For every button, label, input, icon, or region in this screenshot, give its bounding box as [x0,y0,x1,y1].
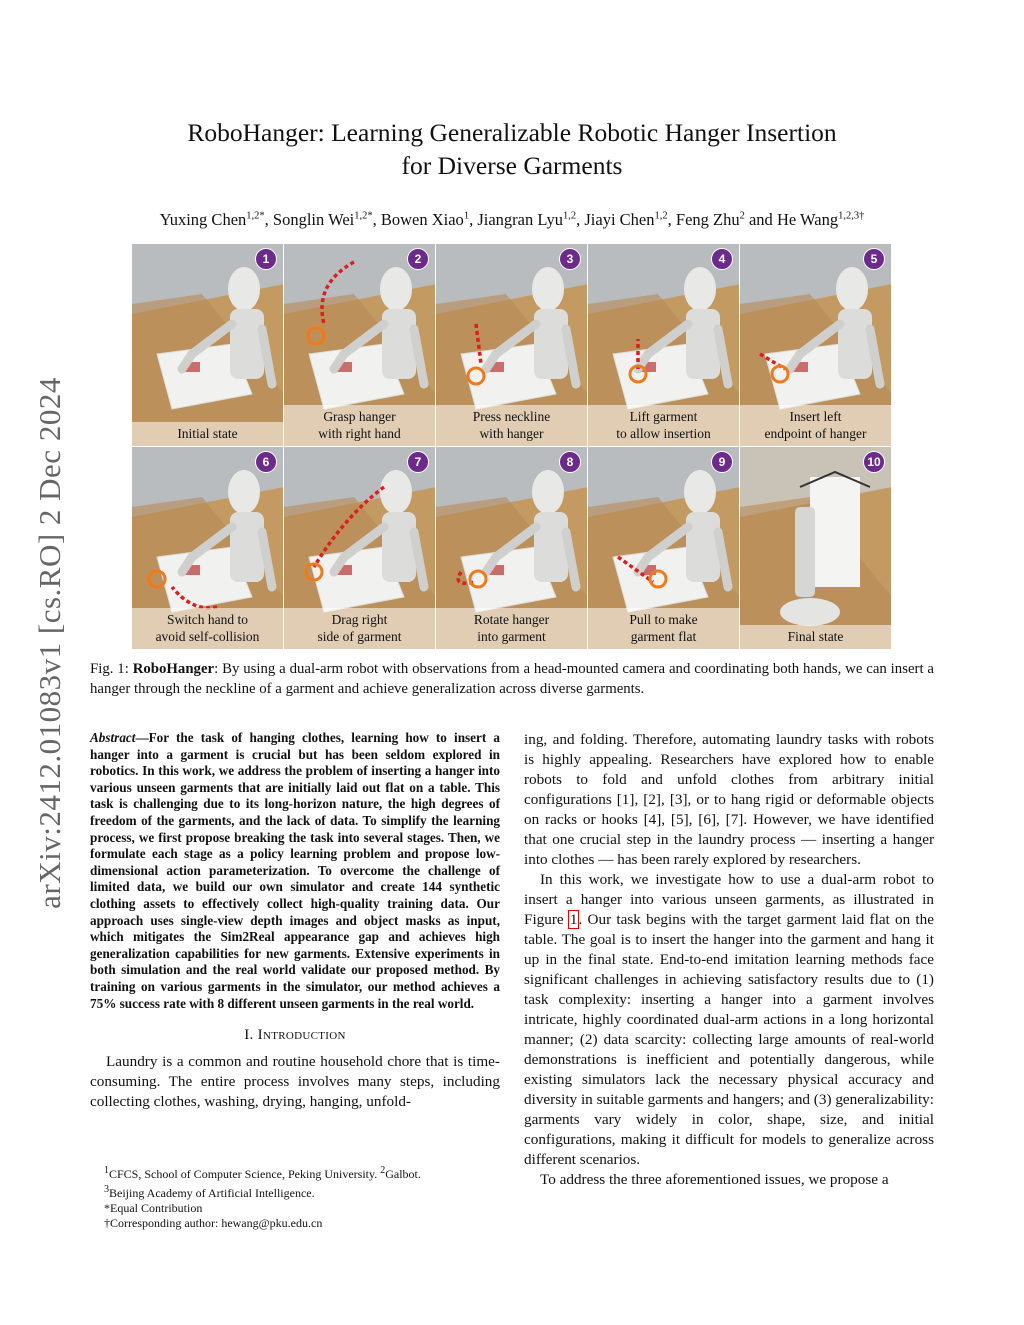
body-paragraph-2 [524,870,934,1170]
robot-scene-image [132,244,284,447]
figure-panel [436,244,588,447]
author-separator: , [372,210,381,229]
figure-panel [740,447,892,650]
step-number-badge: 3 [559,248,581,270]
footnote-sup: 3 [104,1184,109,1195]
author-name: Yuxing Chen [159,210,247,229]
figure-panel [740,244,892,447]
paragraph-text: In this work, we investigate how to use a dual-arm robot to insert a hanger into various unseen garments, as illustrated in Figure [524,871,934,928]
panel-caption-line-2: avoid self-collision [155,629,260,644]
author-affiliation: 1 [463,210,470,222]
robot-scene-image [740,447,892,650]
figure-panel [284,447,436,650]
figure-reference-link[interactable]: 1 [569,911,578,928]
arxiv-id: arXiv:2412.01083v1 [cs.RO] 2 Dec 2024 [32,376,68,909]
step-number-badge: 4 [711,248,733,270]
figure-1 [132,244,892,650]
step-number-badge: 6 [255,451,277,473]
author-separator: , [469,210,478,229]
figure-panel [284,244,436,447]
panel-caption [588,405,739,446]
panel-caption-line-1: Press neckline [472,409,551,424]
abstract-text: —For the task of hanging clothes, learning how to insert a hanger into a garment is crucial but has been seldom explored in robotics. In this work, we address the problem of inserting a hanger into various unseen garments that are initially laid out flat on a table. This task is challenging due to its long-horizon nature, the high degrees of freedom of the garments, and the lack of data. To simplify the learning process, we first propose breaking the task into several stages. Then, we formulate each stage as a policy learning problem and propose low-dimensional action parameterization. To overcome the challenge of limited data, we build our own simulator and create 144 synthetic clothing assets to effectively collect high-quality training data. Our approach uses single-view depth images and object masks as input, which mitigates the Sim2Real appearance gap and achieves high generalization capabilities for new garments. Extensive experiments in both simulation and the real world validate our proposed method. By training on various garments in the simulator, our method achieves a 75% success rate with 8 different unseen garments in the real world. [90,730,500,1011]
step-number-badge: 5 [863,248,885,270]
panel-caption-line-2: with right hand [318,426,401,441]
step-number-badge: 8 [559,451,581,473]
step-number-badge: 10 [863,451,885,473]
author-name: Jiayi Chen [584,210,655,229]
author-separator: and [744,210,777,229]
author-affiliation: 1,2 [563,210,577,222]
author-affiliation: 2 [739,210,745,222]
figure-panel [588,244,740,447]
arxiv-sidebar [20,360,80,925]
author-separator: , [576,210,585,229]
footnote-text: CFCS, School of Computer Science, Peking University. [109,1167,381,1181]
panel-caption-line-1: Grasp hanger [323,409,396,424]
author-list [60,210,964,230]
footnote-affiliation-2 [104,1182,500,1201]
panel-caption-line-1: Pull to make [629,612,698,627]
figure-caption [90,659,934,699]
footnote-affiliation-1 [104,1163,500,1182]
panel-caption-line-2: Initial state [177,426,238,441]
panel-caption-line-2: endpoint of hanger [764,426,867,441]
panel-caption-line-1: Drag right [331,612,388,627]
author-name: He Wang [776,210,839,229]
abstract-lead: Abstract [90,730,136,745]
paragraph-text: . Our task begins with the target garment laid flat on the table. The goal is to insert the hanger into the garment and hang it up in the final state. End-to-end imitation learning methods face significant challenges in achieving satisfactory results due to (1) task complexity: inserting a hanger into a garment involves intricate, highly coordinated dual-arm actions in a long horizontal manner; (2) data scarcity: collecting large amounts of real-world demonstrations is inefficient and potentially dangerous, while existing simulators lack the necessary physical accuracy and diversity in suitable garments and hangers; and (3) generalizability: garments vary widely in color, shape, size, and initial configurations, making it difficult for models to generalize across different scenarios. [524,911,934,1168]
panel-caption-line-1: Lift garment [629,409,698,424]
caption-text: : By using a dual-arm robot with observations from a head-mounted camera and coordinating both hands, we can insert a hanger through the neckline of a garment and achieve generalization across diverse garments. [90,661,934,697]
panel-caption [284,608,435,649]
footnote-sup: 1 [104,1165,109,1176]
panel-caption [436,405,587,446]
panel-caption-line-2: with hanger [479,426,544,441]
footnote-corresponding-author: †Corresponding author: hewang@pku.edu.cn [104,1216,323,1230]
footnote-sup: 2 [380,1165,386,1176]
panel-caption [588,608,739,649]
author-affiliation: 1,2 [654,210,668,222]
abstract [90,730,500,1012]
body-paragraph-1: ing, and folding. Therefore, automating laundry tasks with robots is highly appealing. Researchers have explored how to enable robots to fold and unfold clothes from arbitrary initial configurations [1], [2], [3], or to hang rigid or deformable objects on racks or hooks [4], [5], [6], [7]. However, we have identified that one crucial step in the laundry process — inserting a hanger into clothes — has been rarely explored by researchers. [524,731,934,868]
panel-caption [284,405,435,446]
panel-caption-line-1: Insert left [789,409,842,424]
footnote-equal-contribution: *Equal Contribution [104,1201,203,1215]
author-affiliation: 1,2* [246,210,265,222]
author-separator: , [264,210,273,229]
author-name: Songlin Wei [272,210,355,229]
footnote-text: Beijing Academy of Artificial Intelligence. [109,1186,315,1200]
author-name: Jiangran Lyu [477,210,564,229]
panel-caption-line-2: side of garment [317,629,402,644]
panel-caption [132,422,283,446]
paper-title [90,116,934,182]
panel-caption [740,625,891,649]
intro-paragraph-1: Laundry is a common and routine household chore that is time-consuming. The entire process involves many steps, including collecting clothes, washing, drying, hanging, unfold- [90,1053,500,1111]
footnotes [90,1163,500,1231]
figure-panel [132,244,284,447]
panel-caption-line-2: garment flat [630,629,697,644]
panel-caption-line-1: Rotate hanger [473,612,550,627]
panel-caption-line-1: Switch hand to [167,612,248,627]
author-separator: , [667,210,676,229]
step-number-badge: 1 [255,248,277,270]
panel-caption-line-2: Final state [787,629,844,644]
figure-panel [132,447,284,650]
author-affiliation: 1,2* [354,210,373,222]
author-affiliation: 1,2,3† [838,210,865,222]
author-name: Feng Zhu [675,210,740,229]
panel-caption [740,405,891,446]
body-paragraph-3: To address the three aforementioned issues, we propose a [540,1171,889,1188]
title-line-1: RoboHanger: Learning Generalizable Robotic Hanger Insertion [187,118,837,147]
title-line-2: for Diverse Garments [401,151,623,180]
figure-panel [436,447,588,650]
panel-caption [436,608,587,649]
step-number-badge: 9 [711,451,733,473]
caption-label: Fig. 1: [90,661,133,677]
figure-panel [588,447,740,650]
panel-caption-line-2: to allow insertion [616,426,711,441]
step-number-badge: 7 [407,451,429,473]
right-column [524,730,934,1190]
panel-caption [132,608,283,649]
author-name: Bowen Xiao [380,210,464,229]
section-heading-introduction [90,1027,500,1044]
panel-caption-line-2: into garment [477,629,546,644]
left-column [90,730,500,1112]
section-number: I. [244,1027,258,1044]
section-title: Introduction [257,1027,346,1044]
caption-name: RoboHanger [132,661,215,677]
step-number-badge: 2 [407,248,429,270]
footnote-text: Galbot. [385,1167,421,1181]
